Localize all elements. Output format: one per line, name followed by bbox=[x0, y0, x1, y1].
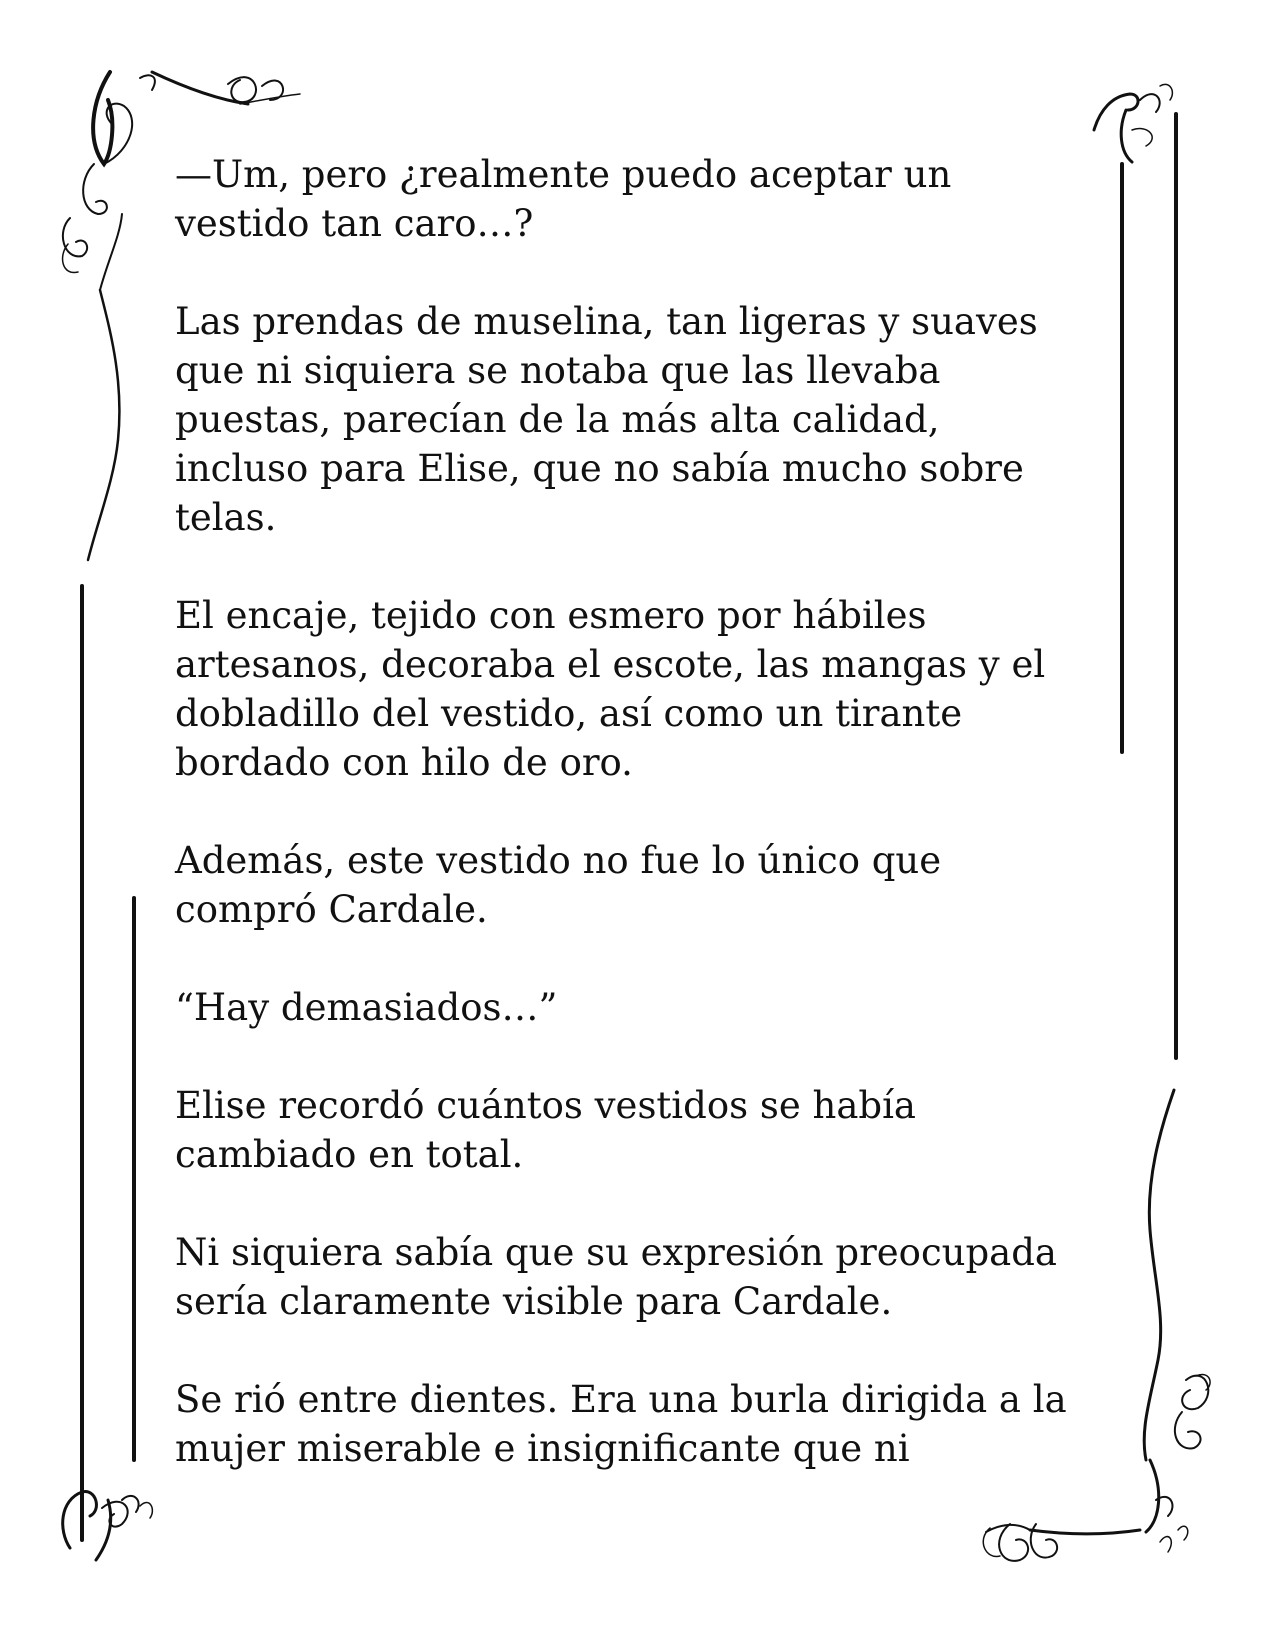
paragraph bbox=[175, 1081, 1105, 1179]
text-line: puestas, parecían de la más alta calidad, bbox=[175, 398, 940, 441]
text-line: compró Cardale. bbox=[175, 888, 488, 931]
paragraph bbox=[175, 1228, 1105, 1326]
paragraph bbox=[175, 150, 1105, 248]
paragraph bbox=[175, 1375, 1105, 1473]
text-line: bordado con hilo de oro. bbox=[175, 741, 633, 784]
text-line: dobladillo del vestido, así como un tirante bbox=[175, 692, 963, 735]
text-line: vestido tan caro…? bbox=[175, 202, 534, 245]
text-line: Las prendas de muselina, tan ligeras y suaves bbox=[175, 300, 1038, 343]
bottom-left-flourish bbox=[63, 1492, 153, 1560]
paragraph bbox=[175, 591, 1105, 787]
text-line: Además, este vestido no fue lo único que bbox=[175, 839, 942, 882]
text-line: El encaje, tejido con esmero por hábiles bbox=[175, 594, 927, 637]
text-line: mujer miserable e insignificante que ni bbox=[175, 1427, 910, 1470]
paragraph bbox=[175, 297, 1105, 542]
text-line: cambiado en total. bbox=[175, 1133, 524, 1176]
text-line: artesanos, decoraba el escote, las mangas y el bbox=[175, 643, 1046, 686]
text-line: incluso para Elise, que no sabía mucho sobre bbox=[175, 447, 1024, 490]
paragraph bbox=[175, 836, 1105, 934]
text-line: sería claramente visible para Cardale. bbox=[175, 1280, 893, 1323]
text-line: Se rió entre dientes. Era una burla dirigida a la bbox=[175, 1378, 1067, 1421]
text-line: Ni siquiera sabía que su expresión preocupada bbox=[175, 1231, 1057, 1274]
paragraph bbox=[175, 983, 1105, 1032]
text-line: Elise recordó cuántos vestidos se había bbox=[175, 1084, 916, 1127]
text-line: que ni siquiera se notaba que las llevaba bbox=[175, 349, 941, 392]
text-line: “Hay demasiados…” bbox=[175, 986, 558, 1029]
body-text bbox=[175, 150, 1105, 1522]
text-line: telas. bbox=[175, 496, 277, 539]
text-line: —Um, pero ¿realmente puedo aceptar un bbox=[175, 153, 952, 196]
top-right-flourish bbox=[1094, 84, 1172, 162]
